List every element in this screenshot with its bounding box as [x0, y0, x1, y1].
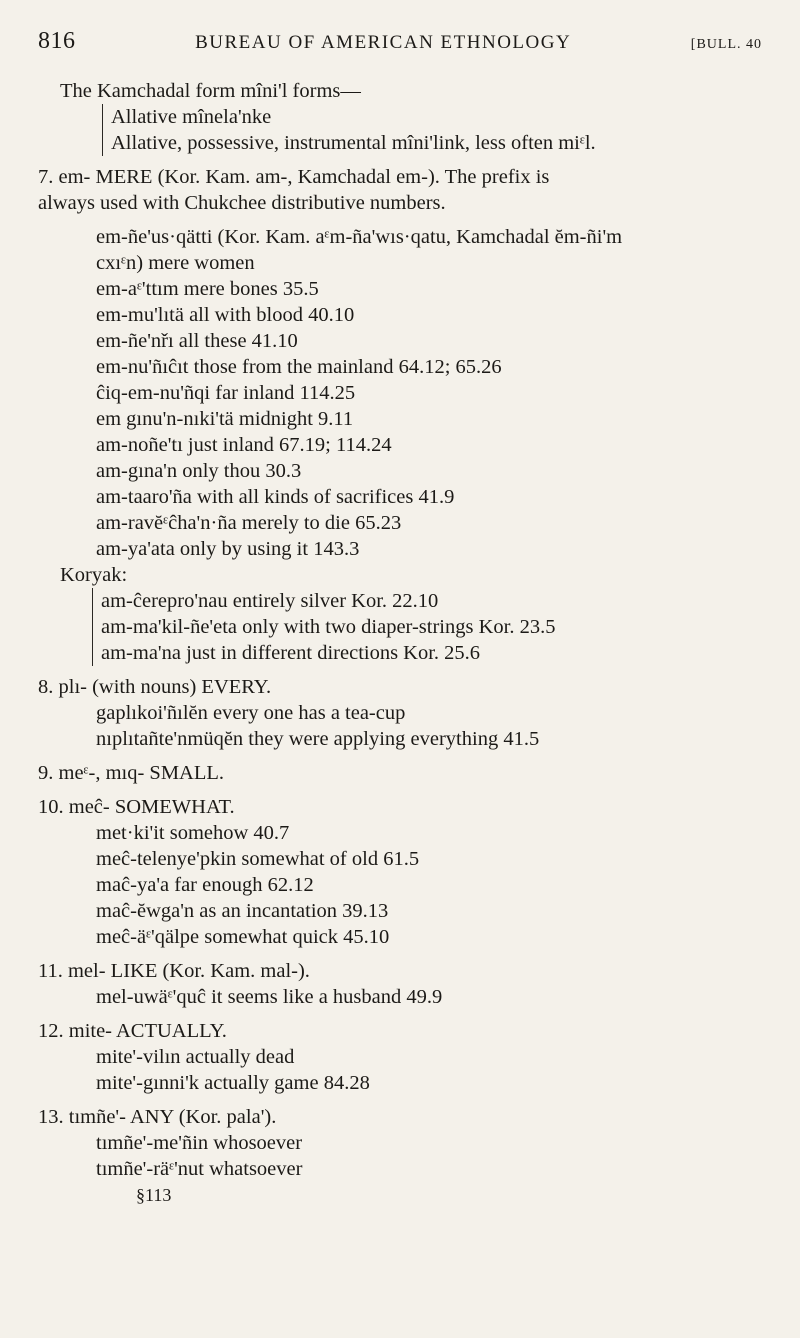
text-line: maĉ-ya'a far enough 62.12	[96, 874, 314, 896]
section-footer: §113	[136, 1185, 172, 1205]
text-line: gaplıkoi'ñılĕn every one has a tea-cup	[96, 702, 406, 724]
text-line: am-ma'na just in different directions Kor. 25.6	[101, 642, 481, 664]
text-line: em-nu'ñıĉıt those from the mainland 64.12; 65.26	[96, 356, 502, 378]
bracketed-block	[102, 104, 770, 156]
text-line: mel-uwäᵋ'quĉ it seems like a husband 49.9	[96, 986, 443, 1008]
text-line: am-noñe'tı just inland 67.19; 114.24	[96, 434, 392, 456]
text-line: meĉ-äᵋ'qälpe somewhat quick 45.10	[96, 926, 390, 948]
bracketed-block	[92, 588, 770, 666]
running-head: BUREAU OF AMERICAN ETHNOLOGY	[195, 32, 572, 53]
section-heading: 9. meᵋ-, mıq- SMALL.	[38, 762, 225, 784]
text-line: am-ravĕᵋĉha'n·ña merely to die 65.23	[96, 512, 402, 534]
text-line: met·ki'it somehow 40.7	[96, 822, 290, 844]
text-line: em gınu'n-nıki'tä midnight 9.11	[96, 408, 354, 430]
section-heading: 10. meĉ- SOMEWHAT.	[38, 796, 235, 818]
page-number: 816	[38, 28, 76, 54]
text-line: em-mu'lıtä all with blood 40.10	[96, 304, 355, 326]
section-heading: 7. em- MERE (Kor. Kam. am-, Kamchadal em-). The prefix is	[38, 166, 550, 188]
section-heading: 11. mel- LIKE (Kor. Kam. mal-).	[38, 960, 310, 982]
text-line: cxıᵋn) mere women	[96, 252, 255, 274]
text-line: em-aᵋ'ttım mere bones 35.5	[96, 278, 319, 300]
section-heading: 13. tımñe'- ANY (Kor. pala').	[38, 1106, 277, 1128]
page-header	[38, 28, 762, 55]
text-line: mite'-vilın actually dead	[96, 1046, 295, 1068]
text-line: Koryak:	[60, 564, 128, 586]
section-heading: 12. mite- ACTUALLY.	[38, 1020, 227, 1042]
text-line: mite'-gınni'k actually game 84.28	[96, 1072, 370, 1094]
text-line: am-taaro'ña with all kinds of sacrifices 41.9	[96, 486, 455, 508]
text-line: nıplıtañte'nmüqĕn they were applying everything 41.5	[96, 728, 540, 750]
bulletin-label: [BULL. 40	[690, 37, 762, 52]
text-line: meĉ-telenye'pkin somewhat of old 61.5	[96, 848, 420, 870]
text-line: tımñe'-räᵋ'nut whatsoever	[96, 1158, 303, 1180]
text-line: Allative, possessive, instrumental mîni'link, less often miᵋl.	[111, 132, 596, 154]
text-line: em-ñe'us·qätti (Kor. Kam. aᵋm-ña'wıs·qatu, Kamchadal ĕm-ñi'm	[96, 226, 623, 248]
text-line: Allative mînela'nke	[111, 106, 272, 128]
text-line: am-gına'n only thou 30.3	[96, 460, 302, 482]
text-line: em-ñe'nřı all these 41.10	[96, 330, 298, 352]
text-line: maĉ-ĕwga'n as an incantation 39.13	[96, 900, 389, 922]
page-body	[38, 78, 770, 1208]
section-heading: 8. plı- (with nouns) EVERY.	[38, 676, 272, 698]
text-line: tımñe'-me'ñin whosoever	[96, 1132, 303, 1154]
text-line: am-ĉerepro'nau entirely silver Kor. 22.10	[101, 590, 439, 612]
text-line: ĉiq-em-nu'ñqi far inland 114.25	[96, 382, 356, 404]
text-line: The Kamchadal form mîni'l forms—	[60, 80, 361, 102]
text-line: am-ya'ata only by using it 143.3	[96, 538, 360, 560]
text-line: am-ma'kil-ñe'eta only with two diaper-strings Kor. 23.5	[101, 616, 556, 638]
text-line: always used with Chukchee distributive numbers.	[38, 192, 446, 214]
